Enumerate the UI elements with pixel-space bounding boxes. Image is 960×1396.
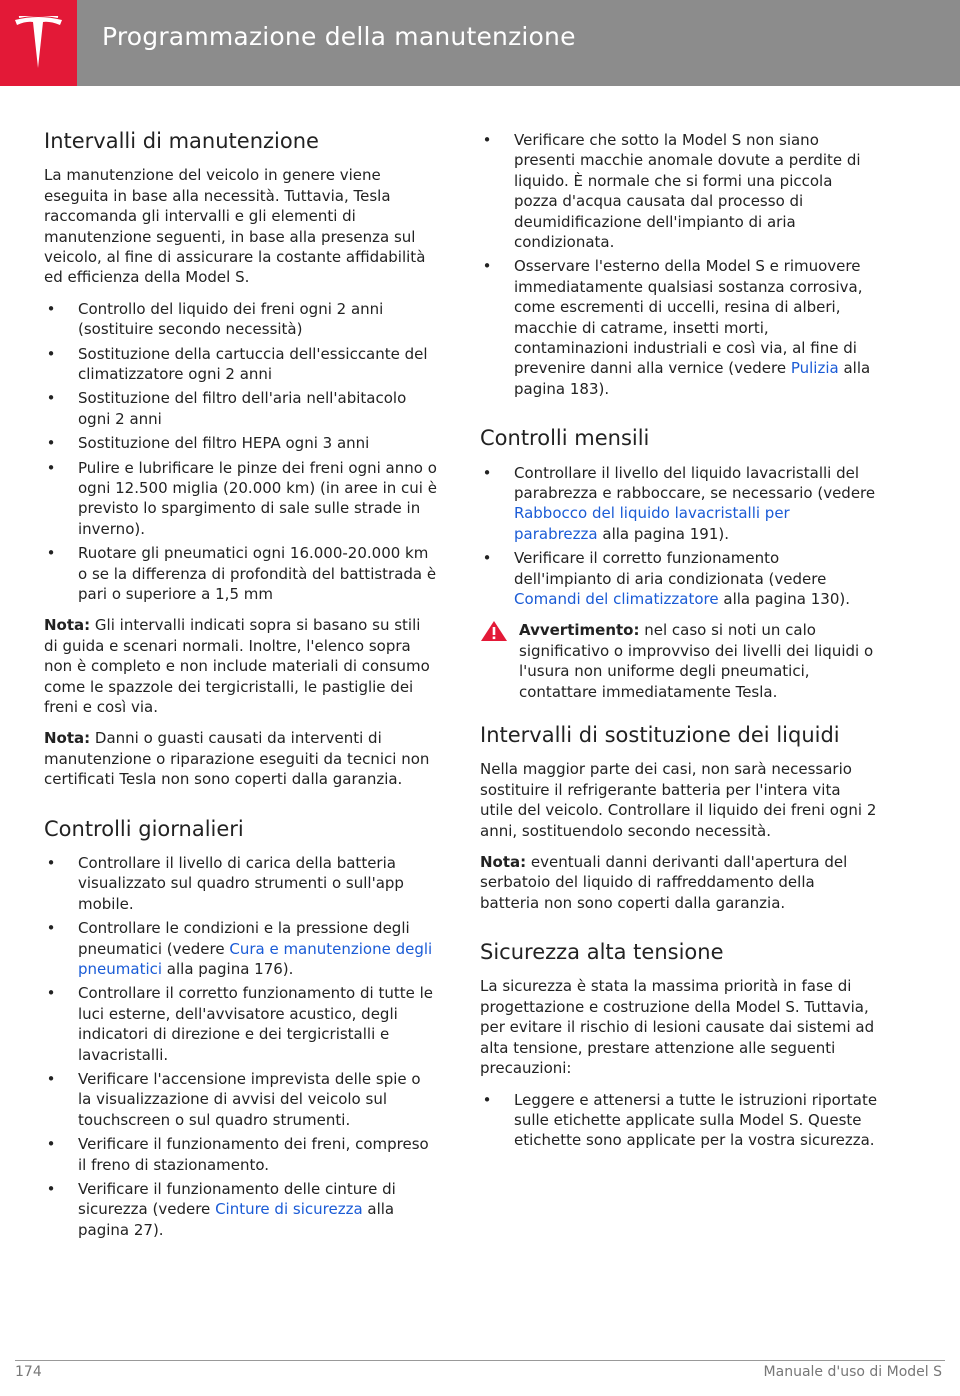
tesla-logo-icon bbox=[13, 16, 64, 70]
tesla-logo bbox=[0, 0, 77, 86]
list-item: • Leggere e attenersi a tutte le istruzioni riportate sulle etichette applicate sulla Model S. Queste etichette sono applicate per la vostra sicurezza. bbox=[482, 1090, 878, 1150]
link-climate-controls[interactable]: Comandi del climatizzatore bbox=[514, 590, 719, 609]
list-item: • Sostituzione della cartuccia dell'essiccante del climatizzatore ogni 2 anni bbox=[46, 344, 428, 383]
maintenance-list bbox=[44, 299, 438, 605]
warning-box: Avvertimento: nel caso si noti un calo significativo o improvviso dei livelli dei liquidi o l'usura non uniforme degli pneumatici, contattare immediatamente Tesla. bbox=[480, 620, 878, 702]
daily-checks-list bbox=[44, 853, 438, 1240]
page-header bbox=[0, 0, 960, 86]
link-cleaning[interactable]: Pulizia bbox=[790, 359, 839, 378]
footer-divider bbox=[15, 1360, 945, 1361]
list-item: • Pulire e lubrificare le pinze dei freni ogni anno o ogni 12.500 miglia (20.000 km) (in aree in cui è previsto lo spargimento di sale sulle strade in inverno). bbox=[46, 458, 437, 538]
list-item: • Controllare il livello di carica della batteria visualizzato sul quadro strumenti o sull'app mobile. bbox=[46, 853, 404, 913]
safety-list bbox=[480, 1090, 878, 1151]
list-item: • Verificare che sotto la Model S non siano presenti macchie anomale dovute a perdite di liquido. È normale che si formi una piccola pozza d'acqua causata dal processo di deumidificazione dell'impianto di aria condizionata. bbox=[482, 131, 861, 252]
list-item: • Controllare il livello del liquido lavacristalli del parabrezza e rabboccare, se necessario (vedere Rabbocco del liquido lavacristalli per parabrezza alla pagina 191). bbox=[482, 463, 876, 543]
paragraph-safety: La sicurezza è stata la massima priorità in fase di progettazione e costruzione della Model S. Tuttavia, per evitare il rischio di lesioni causate dai sistemi ad alta tensione, prestare attenzione alle seguenti precauzioni: bbox=[480, 977, 875, 1078]
note-paragraph: Nota: Gli intervalli indicati sopra si basano su stili di guida e scenari normali. Inoltre, l'elenco sopra non è completo e non include materiali di consumo come le spazzole dei tergicristalli, le pastiglie dei freni e così via. bbox=[44, 616, 430, 717]
list-item: • Verificare il funzionamento delle cinture di sicurezza (vedere Cinture di sicurezza alla pagina 27). bbox=[46, 1180, 396, 1239]
list-item: • Verificare il funzionamento dei freni, compreso il freno di stazionamento. bbox=[46, 1135, 429, 1174]
list-item: • Sostituzione del filtro HEPA ogni 3 anni bbox=[46, 434, 370, 453]
warning-triangle-icon bbox=[480, 620, 508, 647]
right-column bbox=[480, 130, 878, 1162]
page-title: Programmazione della manutenzione bbox=[102, 22, 576, 51]
section-title-daily-checks: Controlli giornalieri bbox=[44, 816, 244, 841]
list-item: • Verificare il corretto funzionamento dell'impianto di aria condizionata (vedere Comandi del climatizzatore alla pagina 130). bbox=[482, 549, 850, 609]
manual-name: Manuale d'uso di Model S bbox=[763, 1364, 942, 1380]
list-item: • Ruotare gli pneumatici ogni 16.000-20.000 km o se la differenza di profondità del battistrada è pari o superiore a 1,5 mm bbox=[46, 544, 437, 604]
note-paragraph: Nota: eventuali danni derivanti dall'apertura del serbatoio del liquido di raffreddamento della batteria non sono coperti dalla garanzia. bbox=[480, 852, 848, 912]
note-paragraph: Nota: Danni o guasti causati da interventi di manutenzione o riparazione eseguiti da tecnici non certificati Tesla non sono coperti dalla garanzia. bbox=[44, 729, 430, 789]
list-item: • Sostituzione del filtro dell'aria nell'abitacolo ogni 2 anni bbox=[46, 389, 407, 428]
monthly-checks-list bbox=[480, 463, 878, 610]
list-item: • Osservare l'esterno della Model S e rimuovere immediatamente qualsiasi sostanza corrosiva, come escrementi di uccelli, resina di alberi, macchie di catrame, insetti morti, contaminazioni industriali e così via, al fine di prevenire danni alla vernice (vedere Pulizia alla pagina 183). bbox=[482, 257, 871, 398]
link-tire-care[interactable]: Cura e manutenzione degli pneumatici bbox=[78, 939, 433, 978]
section-title-maintenance-intervals: Intervalli di manutenzione bbox=[44, 129, 319, 153]
paragraph-fluids: Nella maggior parte dei casi, non sarà necessario sostituire il refrigerante batteria per l'intera vita utile del veicolo. Controllare il liquido dei freni ogni 2 anni, sostituendolo secondo necessità. bbox=[480, 760, 877, 840]
list-item: • Controllare le condizioni e la pressione degli pneumatici (vedere Cura e manutenzione degli pneumatici alla pagina 176). bbox=[46, 919, 433, 978]
list-item: • Controllare il corretto funzionamento di tutte le luci esterne, dell'avvisatore acustico, degli indicatori di direzione e dei tergicristalli e lavacristalli. bbox=[46, 984, 434, 1064]
section-title-monthly-checks: Controlli mensili bbox=[480, 426, 650, 451]
list-item: • Controllo del liquido dei freni ogni 2 anni (sostituire secondo necessità) bbox=[46, 299, 384, 339]
list-item: • Verificare l'accensione imprevista delle spie o la visualizzazione di avvisi del veicolo sul touchscreen o sul quadro strumenti. bbox=[46, 1070, 421, 1129]
paragraph-intro: La manutenzione del veicolo in genere viene eseguita in base alla necessità. Tuttavia, Tesla raccomanda gli intervalli e gli elementi di manutenzione seguenti, in base alla presenza sul veicolo, al fine di assicurare la costante affidabilità ed efficienza della Model S. bbox=[44, 166, 426, 287]
link-seat-belts[interactable]: Cinture di sicurezza bbox=[215, 1200, 363, 1219]
page-number: 174 bbox=[15, 1364, 42, 1380]
section-title-high-voltage-safety: Sicurezza alta tensione bbox=[480, 940, 724, 965]
daily-checks-list-continued bbox=[480, 130, 878, 399]
section-title-fluid-intervals: Intervalli di sostituzione dei liquidi bbox=[480, 723, 840, 748]
link-washer-fluid[interactable]: Rabbocco del liquido lavacristalli per parabrezza bbox=[514, 504, 790, 543]
left-column bbox=[44, 128, 438, 1251]
